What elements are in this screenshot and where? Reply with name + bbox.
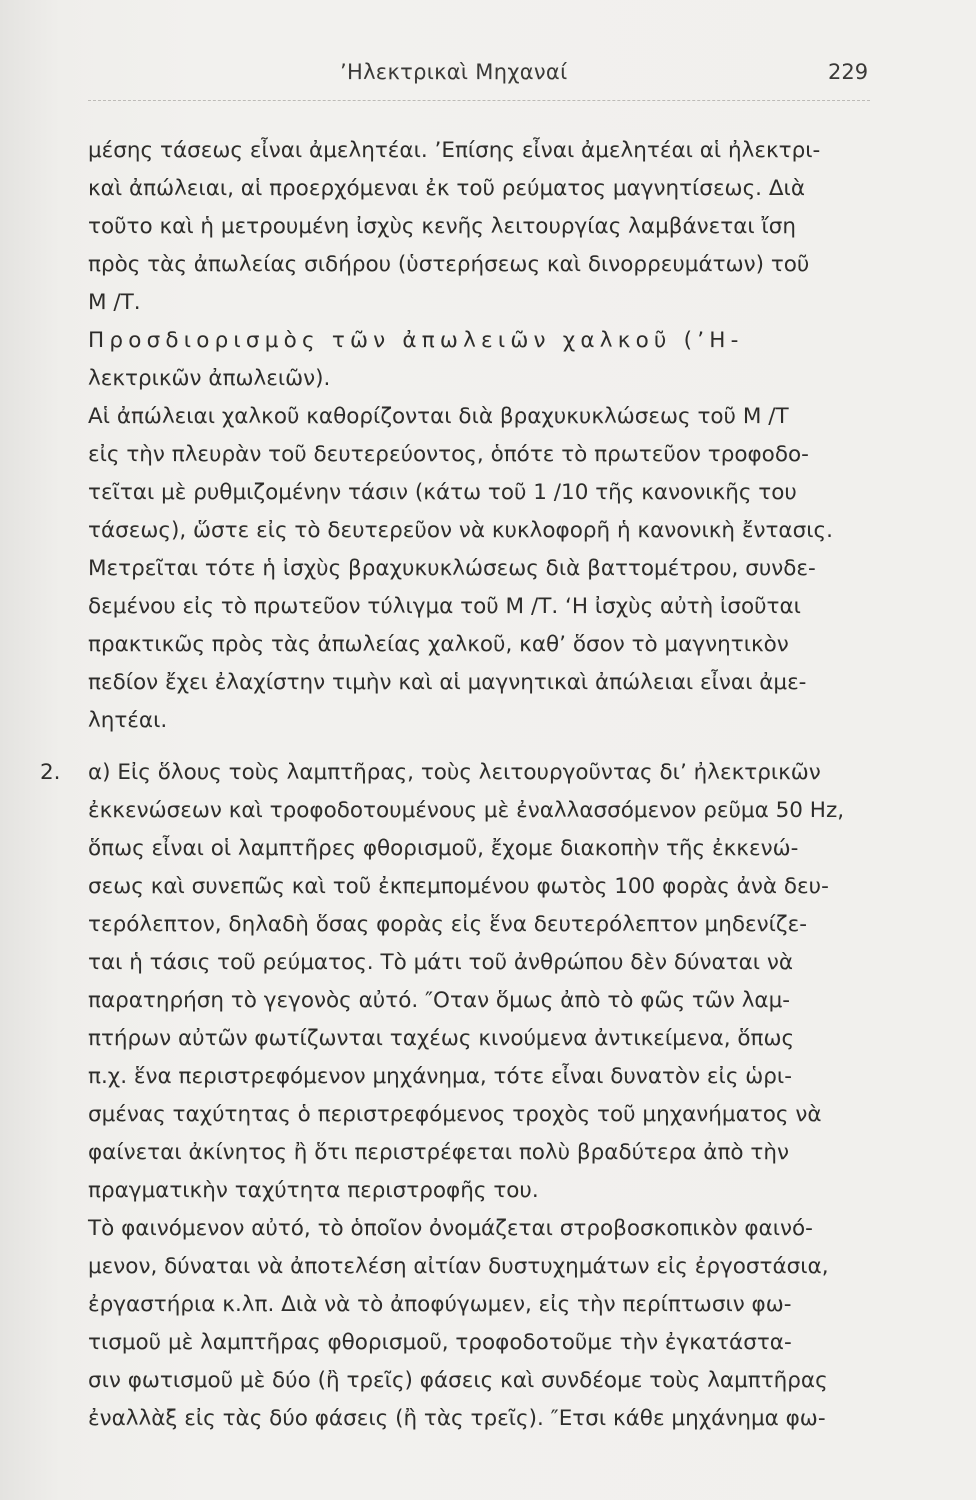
text-line: ται ἡ τάσις τοῦ ρεύματος. Τὸ μάτι τοῦ ἀνθρώπου δὲν δύναται νὰ xyxy=(88,950,794,975)
text-line: λητέαι. xyxy=(88,708,168,733)
text-line: πεδίον ἔχει ἐλαχίστην τιμὴν καὶ αἱ μαγνητικαὶ ἀπώλειαι εἶναι ἀμε- xyxy=(88,670,807,695)
text-line: σεως καὶ συνεπῶς καὶ τοῦ ἐκπεμπομένου φωτὸς 100 φορὰς ἀνὰ δευ- xyxy=(88,874,829,899)
text-line: σιν φωτισμοῦ μὲ δύο (ἢ τρεῖς) φάσεις καὶ συνδέομε τοὺς λαμπτῆρας xyxy=(88,1368,828,1393)
page-number: 229 xyxy=(828,60,869,84)
text-line: ἐργαστήρια κ.λπ. Διὰ νὰ τὸ ἀποφύγωμεν, εἰς τὴν περίπτωσιν φω- xyxy=(88,1292,792,1317)
text-line: π.χ. ἕνα περιστρεφόμενον μηχάνημα, τότε εἶναι δυνατὸν εἰς ὡρι- xyxy=(88,1064,792,1089)
text-line: α) Εἰς ὅλους τοὺς λαμπτῆρας, τοὺς λειτουργοῦντας δι’ ἠλεκτρικῶν xyxy=(88,760,821,785)
text-line: Μετρεῖται τότε ἡ ἰσχὺς βραχυκυκλώσεως διὰ βαττομέτρου, συνδε- xyxy=(88,556,816,581)
text-line: πρακτικῶς πρὸς τὰς ἀπωλείας χαλκοῦ, καθ’ ὅσον τὸ μαγνητικὸν xyxy=(88,632,789,657)
text-line: Μ /Τ. xyxy=(88,290,141,315)
section-heading-copper-losses-cont: λεκτρικῶν ἀπωλειῶν). xyxy=(88,366,331,391)
text-line: ὅπως εἶναι οἱ λαμπτῆρες φθορισμοῦ, ἔχομε διακοπὴν τῆς ἐκκενώ- xyxy=(88,836,799,861)
header-rule xyxy=(88,100,870,101)
text-line: Αἱ ἀπώλειαι χαλκοῦ καθορίζονται διὰ βραχυκυκλώσεως τοῦ Μ /Τ xyxy=(88,404,789,429)
text-line: τάσεως), ὥστε εἰς τὸ δευτερεῦον νὰ κυκλοφορῆ ἡ κανονικὴ ἔντασις. xyxy=(88,518,833,543)
item-number: 2. xyxy=(40,760,61,785)
running-header-title: ’Ηλεκτρικαὶ Μηχαναί xyxy=(340,60,568,84)
text-line: μενον, δύναται νὰ ἀποτελέση αἰτίαν δυστυχημάτων εἰς ἐργοστάσια, xyxy=(88,1254,829,1279)
text-line: τερόλεπτον, δηλαδὴ ὅσας φορὰς εἰς ἕνα δευτερόλεπτον μηδενίζε- xyxy=(88,912,807,937)
text-line: καὶ ἀπώλειαι, αἱ προερχόμεναι ἐκ τοῦ ρεύματος μαγνητίσεως. Διὰ xyxy=(88,176,806,201)
text-line: εἰς τὴν πλευρὰν τοῦ δευτερεύοντος, ὁπότε τὸ πρωτεῦον τροφοδο- xyxy=(88,442,809,467)
text-line: πτήρων αὐτῶν φωτίζωνται ταχέως κινούμενα ἀντικείμενα, ὅπως xyxy=(88,1026,795,1051)
text-line: πραγματικὴν ταχύτητα περιστροφῆς του. xyxy=(88,1178,539,1203)
text-line: φαίνεται ἀκίνητος ἢ ὅτι περιστρέφεται πολὺ βραδύτερα ἀπὸ τὴν xyxy=(88,1140,789,1165)
text-line: τοῦτο καὶ ἡ μετρουμένη ἰσχὺς κενῆς λειτουργίας λαμβάνεται ἴση xyxy=(88,214,797,239)
text-line: δεμένου εἰς τὸ πρωτεῦον τύλιγμα τοῦ Μ /Τ. ‘Η ἰσχὺς αὐτὴ ἰσοῦται xyxy=(88,594,801,619)
text-line: τισμοῦ μὲ λαμπτῆρας φθορισμοῦ, τροφοδοτοῦμε τὴν ἐγκατάστα- xyxy=(88,1330,792,1355)
section-heading-copper-losses: Προσδιορισμὸς τῶν ἀπωλειῶν χαλκοῦ (’Η- xyxy=(88,328,744,353)
text-line: παρατηρήση τὸ γεγονὸς αὐτό. ″Οταν ὅμως ἀπὸ τὸ φῶς τῶν λαμ- xyxy=(88,988,791,1013)
text-line: πρὸς τὰς ἀπωλείας σιδήρου (ὑστερήσεως καὶ δινορρευμάτων) τοῦ xyxy=(88,252,810,277)
text-line: μέσης τάσεως εἶναι ἀμελητέαι. ’Επίσης εἶναι ἀμελητέαι αἱ ἠλεκτρι- xyxy=(88,138,821,163)
text-line: τεῖται μὲ ρυθμιζομένην τάσιν (κάτω τοῦ 1 /10 τῆς κανονικῆς του xyxy=(88,480,797,505)
text-line: Τὸ φαινόμενον αὐτό, τὸ ὁποῖον ὀνομάζεται στροβοσκοπικὸν φαινό- xyxy=(88,1216,813,1241)
text-line: σμένας ταχύτητας ὁ περιστρεφόμενος τροχὸς τοῦ μηχανήματος νὰ xyxy=(88,1102,822,1127)
text-line: ἐναλλὰξ εἰς τὰς δύο φάσεις (ἢ τὰς τρεῖς). ″Ετσι κάθε μηχάνημα φω- xyxy=(88,1406,826,1431)
text-line: ἐκκενώσεων καὶ τροφοδοτουμένους μὲ ἐναλλασσόμενον ρεῦμα 50 Hz, xyxy=(88,798,845,823)
